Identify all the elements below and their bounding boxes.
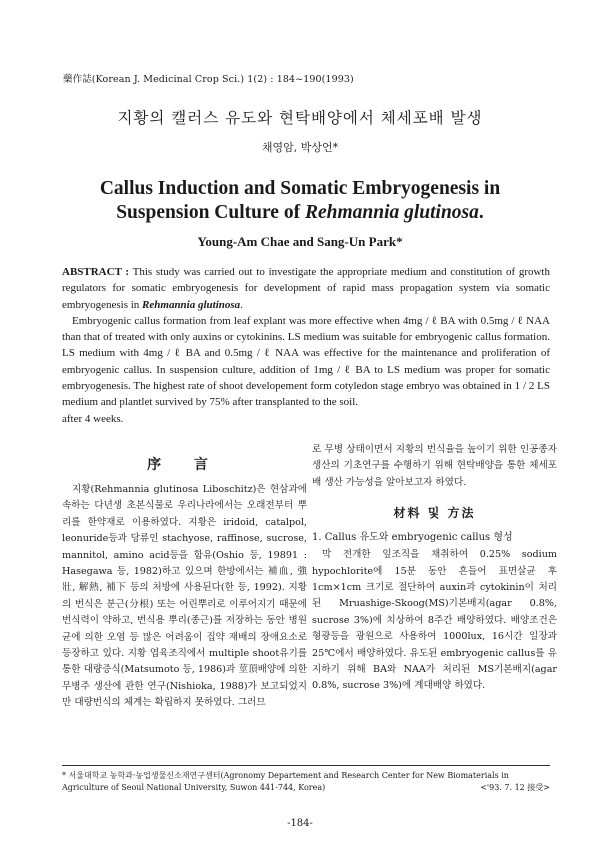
english-title-species: Rehmannia glutinosa [304, 202, 479, 223]
intro-paragraph: 지황(Rehmannia glutinosa Liboschitz)은 현삼과에 속하는 다년생 초본식물로 우리나라에서는 오래전부터 뿌리를 한약재로 이용하였다. 지황은 iridoid, catalpol, leonuride등과 당류인 stachyose, raffinose, sucrose, mannitol, amino acid등을 함유(Oshio 등, 19891 : Hasegawa 등, 1982)하고 있으며 한방에서는 補血, 強壯, 解熱, 補下 등의 처방에 사용된다(한 등, 1992). 지황의 번식은 분근(分根) 또는 어린뿌리로 이루어지기 때문에 번식력이 약하고, 번식용 뿌리(종근)를 저장하는 동안 병원균에 의한 오염 등 많은 어려움이 집약 재배의 장애요소로 등장하고 있다. 지황 엽육조직에서 multiple shoot유기를 통한 대량증식(Matsumoto 등, 1986)과 莖頂배양에 의한 무병주 생산에 관한 연구(Nishioka, 1988)가 보고되었지만 대량번식의 체계는 확립하지 못하였다. 그러므 [62, 484, 307, 709]
journal-reference: 藥作誌(Korean J. Medicinal Crop Sci.) 1(2) : 184~190(1993) [63, 74, 354, 85]
abstract [62, 264, 550, 427]
english-title-line2 [0, 201, 600, 225]
methods-paragraph: 막 전개한 잎조직을 채취하여 0.25% sodium hypochlorite에 15분 동안 흔들어 표면살균 후 1cm×1cm 크기로 절단하여 auxin과 cytokinin이 처리된 Mruashige-Skoog(MS)기본배지(agar 0.8%, sucrose 3%)에 치상하여 8주간 배양하였다. 배양조건은 형광등을 광원으로 사용하여 1000lux, 16시간 일장과 25℃에서 배양하였다. 유도된 embryogenic callus를 유지하기 위해 BA와 NAA가 처리된 MS기본배지(agar 0.8%, sucrose 3%)에 계대배양 하였다. [312, 549, 557, 692]
abstract-species: Rehmannia glutinosa [142, 298, 241, 311]
page-number: -184- [287, 818, 313, 829]
korean-title: 지황의 캘러스 유도와 현탁배양에서 체세포배 발생 [117, 109, 483, 127]
left-column [62, 454, 307, 712]
english-title-suffix: . [478, 202, 484, 223]
english-title [0, 177, 600, 225]
abstract-paragraph-1 [62, 264, 550, 313]
right-column [312, 442, 557, 695]
methods-heading: 材料 및 方法 [393, 506, 476, 521]
abstract-paragraph-2: Embryogenic callus formation from leaf explant was more effective when 4mg / ℓ BA with 0.5mg / ℓ NAA than that of treated with only auxins or cytokinins. LS medium was suitable for embryogenic callus formation. LS medium with 4mg / ℓ BA and 0.5mg / ℓ NAA was effective for the maintenance and proliferation of embryogenic callus. In suspension culture, addition of 1mg / ℓ BA to LS medium was proper for somatic embryogenesis. The highest rate of shoot developement form cotyledon stage embryo was obtained in 1 / 2 LS medium and plantlet survived by 75% after transplanted to the soil. [62, 314, 550, 409]
english-authors: Young-Am Chae and Sang-Un Park* [197, 234, 403, 249]
korean-authors: 채영암, 박상언* [261, 141, 339, 154]
abstract-text-1: This study was carried out to investigate the appropriate medium and constitution of growth regulators for somatic embryogenesis for development of rapid mass propagation system via somatic embryogenesis in [62, 266, 550, 311]
english-title-prefix: Suspension Culture of [116, 202, 305, 223]
abstract-text-1-end: . [240, 298, 243, 311]
intro-heading: 序 言 [147, 457, 222, 473]
received-date: <'93. 7. 12 接受> [480, 783, 550, 792]
abstract-label: ABSTRACT : [62, 266, 130, 278]
footnote-divider [62, 765, 550, 766]
english-title-line1: Callus Induction and Somatic Embryogenesis in [99, 178, 501, 199]
methods-subheading: 1. Callus 유도와 embryogenic callus 형성 [312, 532, 513, 544]
abstract-paragraph-3: after 4 weeks. [62, 412, 124, 425]
intro-continued: 로 무병 상태이면서 지황의 번식율을 높이기 위한 인공종자 생산의 기초연구를 수행하기 위해 현탁배양을 통한 체세포배 생산 가능성을 알아보고자 하였다. [312, 444, 557, 488]
footnote-text: * 서울대학교 농학과·농업생물신소재연구센터(Agronomy Departement and Research Center for New Biomaterials in Agriculture of Seoul National University, Suwon 441-744, Korea) [62, 771, 509, 792]
footnote [62, 770, 550, 794]
